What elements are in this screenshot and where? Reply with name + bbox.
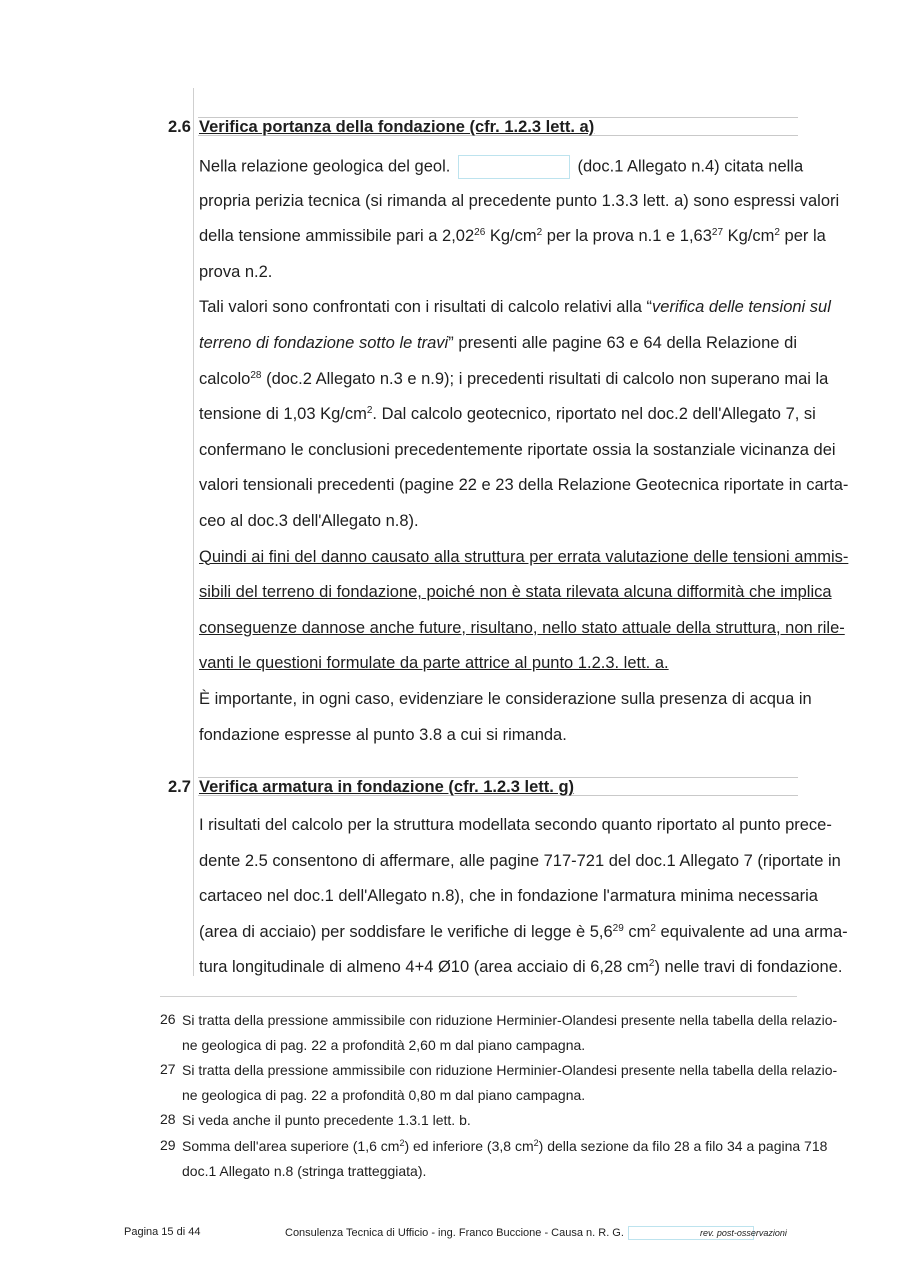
text-run: tura longitudinale di almeno 4+4 Ø10 (area acciaio di 6,28 cm (199, 958, 649, 977)
text-run: cartaceo nel doc.1 dell'Allegato n.8), che in fondazione l'armatura minima necessaria (199, 887, 818, 906)
text-run: dente 2.5 consentono di affermare, alle pagine 717-721 del doc.1 Allegato 7 (riportate in (199, 851, 841, 870)
superscript: 2 (536, 227, 543, 239)
superscript: 2 (366, 405, 373, 417)
paragraph-line (199, 725, 797, 745)
section-number: 2.7 (168, 778, 191, 796)
paragraph-line (199, 297, 831, 317)
underlined-text: Quindi ai fini del danno causato alla struttura per errata valutazione delle tensioni ammis- (199, 547, 849, 566)
text-run: I risultati del calcolo per la struttura modellata secondo quanto riportato al punto prece- (199, 816, 832, 834)
superscript: 2 (650, 922, 656, 934)
paragraph-line (199, 511, 797, 531)
superscript: 2 (399, 1138, 405, 1148)
text-run: tensione di 1,03 Kg/cm (199, 405, 367, 424)
text-run: ceo al doc.3 dell'Allegato n.8). (199, 512, 419, 530)
text-run: ne geologica di pag. 22 a profondità 0,80 m dal piano campagna. (182, 1087, 586, 1103)
superscript: 27 (711, 227, 724, 239)
text-run: È importante, in ogni caso, evidenziare le considerazione sulla presenza di acqua in (199, 690, 812, 708)
superscript: 28 (250, 369, 262, 381)
text-run: cm (623, 922, 651, 941)
paragraph-line (199, 369, 829, 389)
italic-text: terreno di fondazione sotto le travi (199, 334, 449, 352)
text-run: per la prova n.1 e 1,63 (542, 227, 712, 246)
paragraph-line (199, 440, 836, 460)
paragraph-line (199, 191, 840, 211)
footnote-line (182, 1036, 797, 1054)
superscript: 29 (612, 922, 624, 934)
margin-rule (193, 88, 194, 976)
footnote-line (182, 1086, 797, 1104)
footnote-line (182, 1162, 797, 1180)
paragraph-line (199, 226, 826, 246)
footnote-number: 27 (160, 1061, 176, 1077)
text-run: valori tensionali precedenti (pagine 22 e 23 della Relazione Geotecnica riportate in carta- (199, 476, 849, 495)
text-run: ne geologica di pag. 22 a profondità 2,60 m dal piano campagna. (182, 1037, 586, 1053)
text-run: ” presenti alle pagine 63 e 64 della Relazione di (448, 334, 797, 352)
paragraph-line (199, 957, 843, 977)
text-run: confermano le conclusioni precedentemente riportate ossia la sostanziale vicinanza dei (199, 440, 836, 459)
superscript: 2 (648, 958, 655, 970)
text-run: Si veda anche il punto precedente 1.3.1 lett. b. (182, 1112, 471, 1128)
paragraph-line (199, 689, 812, 709)
text-run: fondazione espresse al punto 3.8 a cui si rimanda. (199, 725, 567, 744)
footer-revision: rev. post-osservazioni (700, 1228, 787, 1238)
text-run: (doc.2 Allegato n.3 e n.9); i precedenti risultati di calcolo non superano mai la (261, 369, 829, 388)
footer-page-number: Pagina 15 di 44 (124, 1226, 201, 1238)
text-run: ) ed inferiore (3,8 cm (404, 1138, 534, 1154)
footnote-number: 26 (160, 1011, 176, 1027)
paragraph-line (199, 851, 841, 871)
text-run: prova n.2. (199, 262, 273, 281)
footnote-number: 28 (160, 1111, 176, 1127)
underlined-text: sibili del terreno di fondazione, poiché non è stata rilevata alcuna difformità che implica (199, 583, 832, 602)
text-run: (area di acciaio) per soddisfare le verifiche di legge è 5,6 (199, 922, 613, 941)
footnote-line (182, 1061, 838, 1079)
superscript: 26 (474, 227, 486, 239)
text-run: doc.1 Allegato n.8 (stringa tratteggiata). (182, 1163, 427, 1179)
section-number: 2.6 (168, 118, 191, 136)
text-run: Kg/cm (485, 227, 537, 246)
paragraph-line (199, 582, 832, 602)
paragraph-line (199, 404, 816, 424)
text-run: calcolo (199, 369, 251, 388)
italic-text: verifica delle tensioni sul (652, 298, 831, 317)
redacted-box (458, 155, 570, 179)
footnote-separator (160, 996, 797, 997)
paragraph-line (199, 155, 804, 179)
text-run: Somma dell'area superiore (1,6 cm (182, 1138, 400, 1154)
text-run: Tali valori sono confrontati con i risultati di calcolo relativi alla “ (199, 298, 653, 317)
paragraph-line (199, 653, 797, 673)
text-run: propria perizia tecnica (si rimanda al precedente punto 1.3.3 lett. a) sono espressi valori (199, 191, 840, 210)
text-run: Si tratta della pressione ammissibile con riduzione Herminier-Olandesi presente nella tabella della relazio- (182, 1062, 838, 1078)
text-run: per la (779, 227, 826, 246)
text-run: Nella relazione geologica del geol. (199, 157, 455, 176)
superscript: 2 (774, 227, 780, 239)
footnote-line (182, 1111, 797, 1129)
text-run: ) della sezione da filo 28 a filo 34 a pagina 718 (538, 1138, 828, 1154)
footnote-number: 29 (160, 1137, 176, 1153)
footnote-line (182, 1011, 838, 1029)
paragraph-line (199, 618, 845, 638)
paragraph-line (199, 815, 832, 835)
text-run: equivalente ad una arma- (655, 922, 848, 941)
section-title: Verifica portanza della fondazione (cfr. 1.2.3 lett. a) (199, 118, 595, 136)
paragraph-line (199, 475, 849, 495)
text-run: ) nelle travi di fondazione. (654, 958, 843, 977)
paragraph-line (199, 922, 848, 942)
footnote-line (182, 1137, 828, 1155)
text-run: della tensione ammissibile pari a 2,02 (199, 227, 475, 246)
paragraph-line (199, 262, 797, 282)
superscript: 2 (533, 1138, 539, 1148)
text-run: Kg/cm (723, 227, 775, 246)
paragraph-line (199, 333, 797, 353)
paragraph-line (199, 547, 849, 567)
underlined-text: vanti le questioni formulate da parte attrice al punto 1.2.3. lett. a. (199, 654, 669, 673)
section-title: Verifica armatura in fondazione (cfr. 1.2.3 lett. g) (199, 778, 575, 796)
paragraph-line (199, 886, 818, 906)
text-run: Si tratta della pressione ammissibile con riduzione Herminier-Olandesi presente nella tabella della relazio- (182, 1012, 838, 1028)
footer-center (285, 1226, 754, 1240)
text-run: . Dal calcolo geotecnico, riportato nel doc.2 dell'Allegato 7, si (372, 405, 816, 424)
footer-title: Consulenza Tecnica di Ufficio - ing. Franco Buccione - Causa n. R. G. (285, 1226, 624, 1239)
underlined-text: conseguenze dannose anche future, risultano, nello stato attuale della struttura, non rile- (199, 618, 845, 637)
text-run: (doc.1 Allegato n.4) citata nella (572, 157, 804, 176)
